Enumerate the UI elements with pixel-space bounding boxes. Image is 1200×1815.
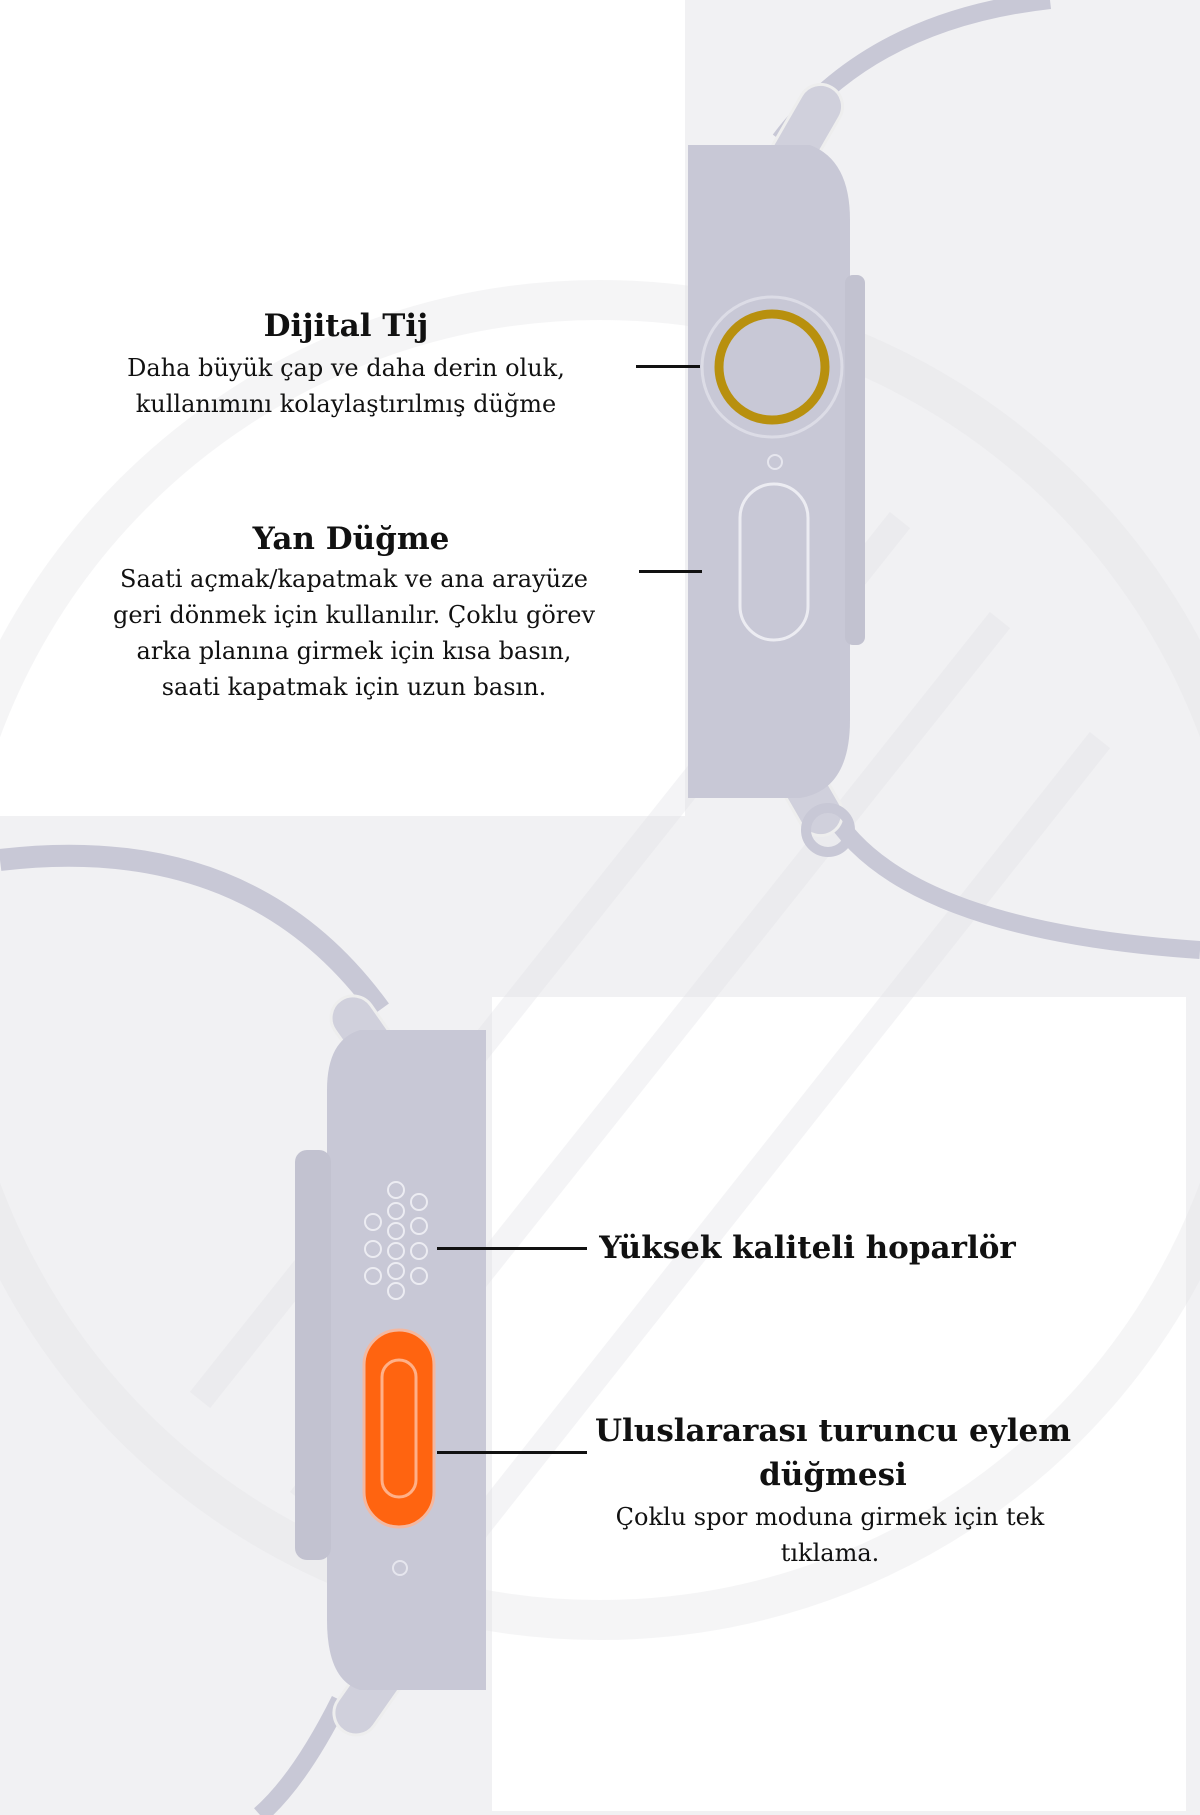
leader-line-speaker <box>437 1247 587 1250</box>
speaker-title: Yüksek kaliteli hoparlör <box>599 1230 1016 1266</box>
side-button-title: Yan Düğme <box>252 521 450 557</box>
digital-crown-description: Daha büyük çap ve daha derin oluk, kullanımını kolaylaştırılmış düğme <box>127 354 565 418</box>
action-button-description: Çoklu spor moduna girmek için tek tıklama. <box>615 1503 1045 1567</box>
action-button-title: Uluslararası turuncu eylem düğmesi <box>594 1413 1072 1493</box>
leader-line-action-button <box>437 1451 587 1454</box>
digital-crown-title: Dijital Tij <box>263 308 429 344</box>
leader-line-side-button <box>639 570 702 573</box>
leader-line-digital-crown <box>636 365 700 368</box>
top-watch <box>688 0 1200 950</box>
side-button-description: Saati açmak/kapatmak ve ana arayüze geri dönmek için kullanılır. Çoklu görev arka planına girmek için kısa basın, saati kapatmak için uzun basın. <box>112 565 596 701</box>
